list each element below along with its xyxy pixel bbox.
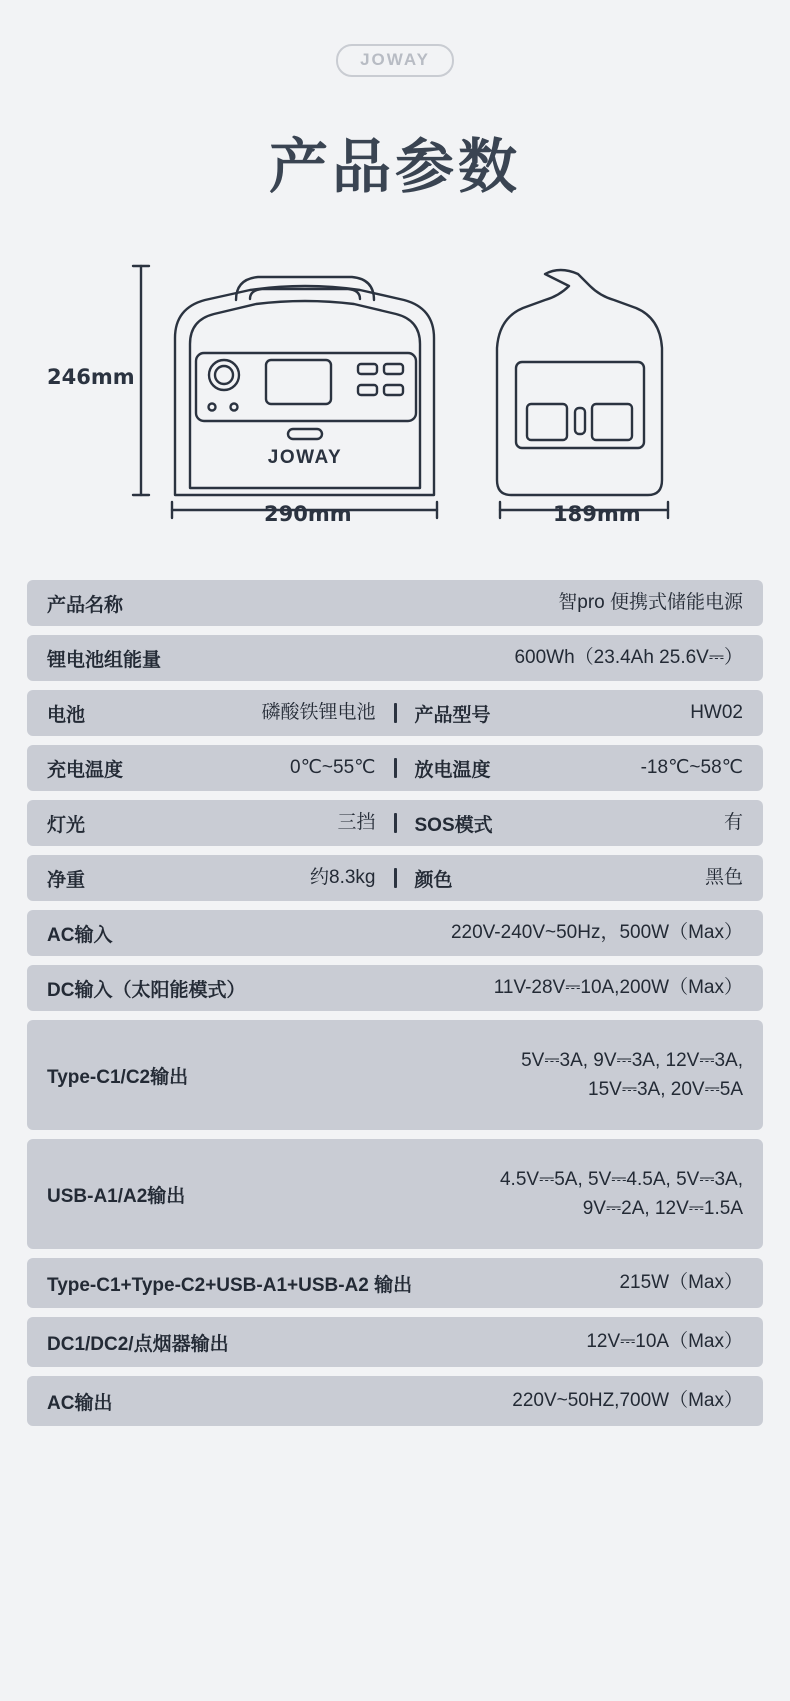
spec-cell [415,754,744,783]
spec-label: 充电温度 [47,759,124,781]
spec-label: DC1/DC2/点烟器输出 [47,1333,229,1355]
spec-row [27,965,763,1011]
spec-row [27,580,763,626]
spec-cell [47,754,376,783]
spec-label: DC输入（太阳能模式） [47,979,246,1001]
brand-logo: JOWAY [336,44,454,77]
spec-value: 有 [723,811,743,833]
brand-header [0,0,790,77]
spec-label: 产品名称 [47,594,124,616]
dimension-height-label: 246mm [47,365,135,389]
device-logo-text: JOWAY [267,447,343,468]
spec-value: 220V~50HZ,700W（Max） [512,1389,743,1411]
spec-label: 放电温度 [414,759,491,781]
spec-value: -18℃~58℃ [640,756,743,778]
spec-row [27,910,763,956]
spec-label: SOS模式 [414,814,493,836]
spec-cell [47,699,376,728]
spec-row [27,1139,763,1249]
spec-value: 黑色 [704,866,743,888]
spec-value: 4.5V⎓5A, 5V⎓4.5A, 5V⎓3A, 9V⎓2A, 12V⎓1.5A [499,1168,743,1219]
spec-row [27,855,763,901]
column-divider [394,813,397,833]
column-divider [394,703,397,723]
diagram-svg [0,252,790,562]
spec-label: AC输入 [47,924,113,946]
spec-value: 磷酸铁锂电池 [261,701,376,723]
spec-label: USB-A1/A2输出 [47,1185,186,1207]
spec-value: 5V⎓3A, 9V⎓3A, 12V⎓3A, 15V⎓3A, 20V⎓5A [521,1049,743,1100]
spec-cell [47,809,376,838]
spec-value: 智pro 便携式储能电源 [558,591,743,613]
spec-row [27,1376,763,1426]
spec-value: 0℃~55℃ [290,756,376,778]
product-dimension-diagram [0,252,790,562]
spec-value: 12V⎓10A（Max） [586,1330,743,1352]
spec-cell [415,864,744,893]
spec-cell [47,864,376,893]
column-divider [394,868,397,888]
spec-label: 颜色 [414,869,453,891]
spec-label: 净重 [47,869,86,891]
spec-row [27,690,763,736]
spec-row [27,635,763,681]
spec-value: 220V-240V~50Hz，500W（Max） [450,921,743,943]
spec-label: Type-C1/C2输出 [47,1066,189,1088]
spec-label: 电池 [47,704,86,726]
spec-row [27,1020,763,1130]
dimension-width-label: 290mm [264,502,352,526]
spec-row [27,745,763,791]
spec-label: Type-C1+Type-C2+USB-A1+USB-A2 输出 [47,1274,413,1296]
spec-value: 三挡 [337,811,376,833]
spec-row [27,1317,763,1367]
spec-label: 产品型号 [414,704,491,726]
spec-label: 灯光 [47,814,86,836]
spec-value: 215W（Max） [619,1271,743,1293]
spec-label: 锂电池组能量 [47,649,162,671]
spec-value: HW02 [690,701,743,723]
dimension-depth-label: 189mm [553,502,641,526]
spec-table [27,580,763,1426]
page-title: 产品参数 [268,132,521,201]
spec-row [27,1258,763,1308]
spec-cell [415,699,744,728]
spec-value: 约8.3kg [310,866,376,888]
spec-row [27,800,763,846]
column-divider [394,758,397,778]
spec-value: 11V-28V⎓10A,200W（Max） [493,976,743,998]
spec-label: AC输出 [47,1392,113,1414]
spec-value: 600Wh（23.4Ah 25.6V⎓） [514,646,743,668]
spec-cell [415,809,744,838]
